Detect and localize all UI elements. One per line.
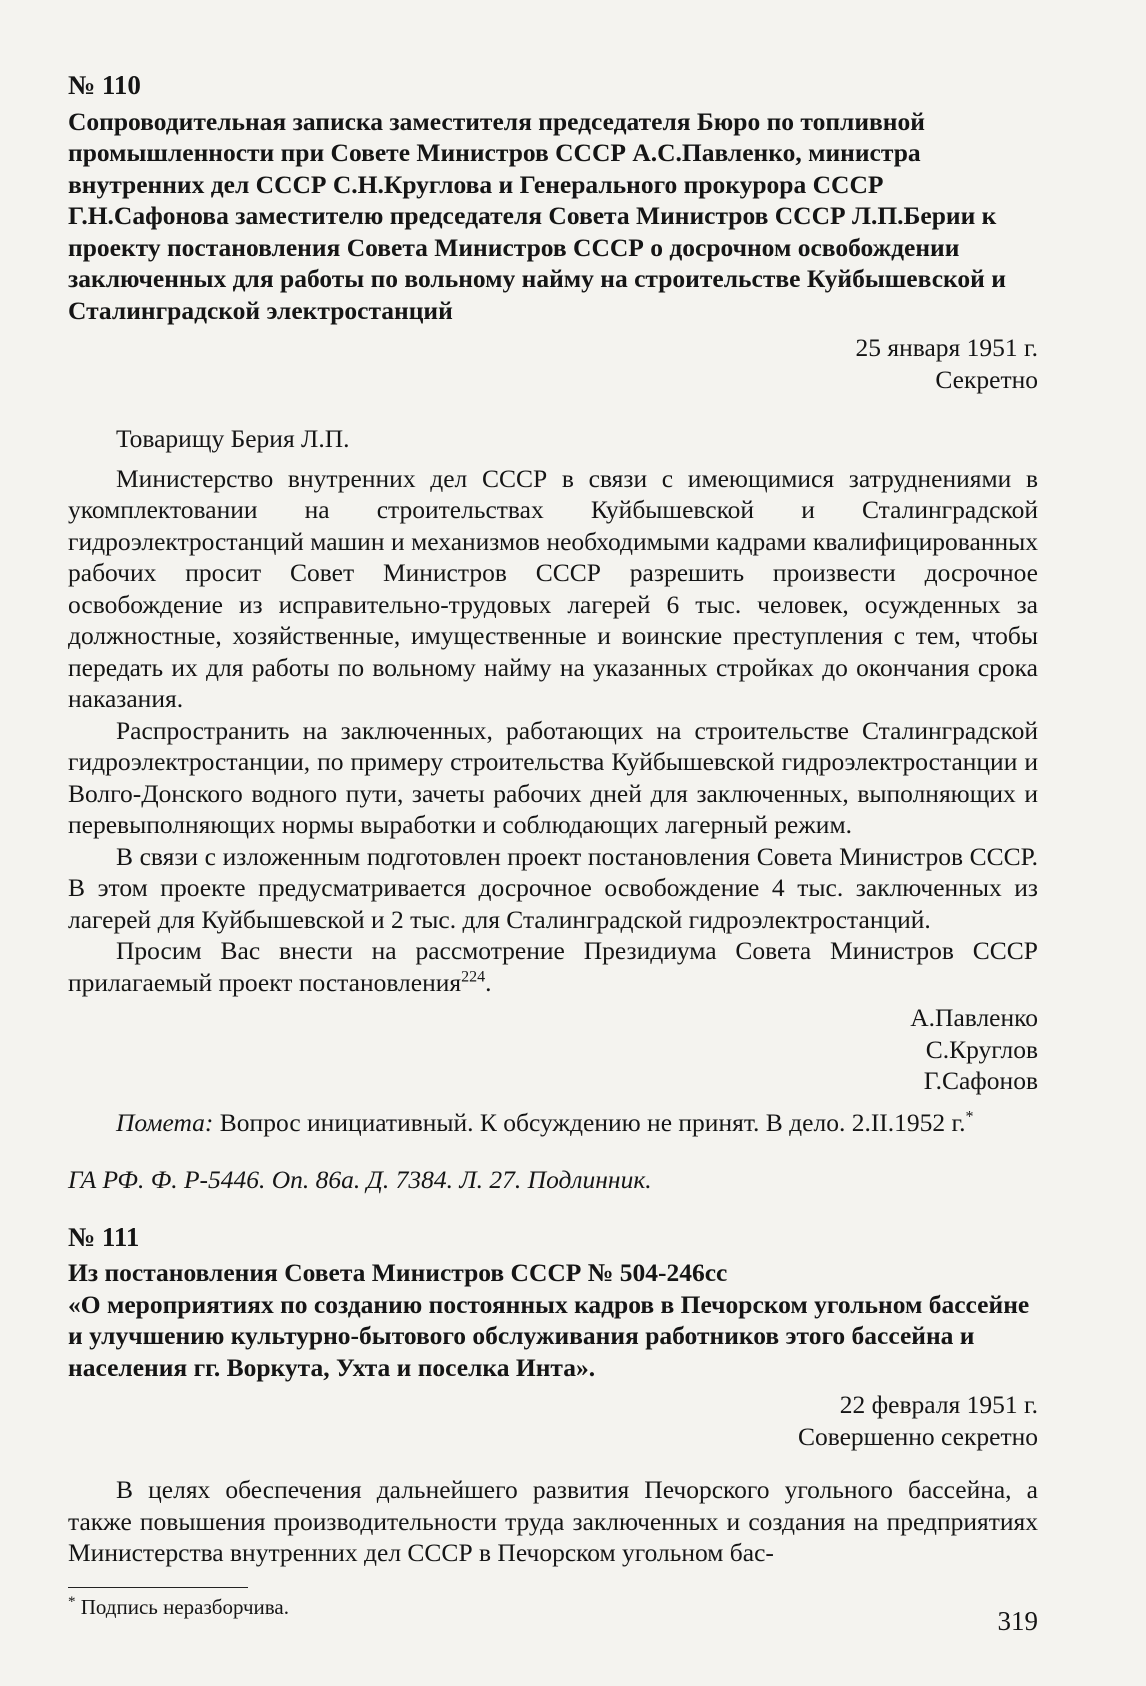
document-number: № 111 [68,1221,140,1252]
page-number: 319 [997,1606,1038,1636]
signature-block [68,1002,1038,1097]
document-title: Сопроводительная записка заместителя председателя Бюро по топливной промышленности при Совете Министров СССР А.С.Павленко, министра внутренних дел СССР С.Н.Круглова и Генерального прокурора СССР Г.Н.Сафонова заместителю председателя Совета Министров СССР Л.П.Берии к проекту постановления Совета Министров СССР о досрочном освобождении заключенных для работы по вольному найму на строительстве Куйбышевской и Сталинградской электростанций [68,106,1006,325]
signature: А.Павленко [910,1003,1038,1032]
document-date: 22 февраля 1951 г. [839,1390,1038,1419]
paragraph: Просим Вас внести на рассмотрение Президиума Совета Министров СССР прилагаемый проект постановления$^{224}$. [68,936,1038,997]
document-number: № 110 [68,70,141,100]
title-line: «О мероприятиях по созданию постоянных кадров в Печорском угольном бассейне и улучшению культурно-бытового обслуживания работников этого бассейна и населения гг. Воркута, Ухта и поселка Инта». [68,1289,1030,1382]
note-label: Помета: [116,1107,214,1137]
note-mark: * [965,1108,974,1125]
paragraph: Распространить на заключенных, работающих на строительстве Сталинградской гидроэлектростанции, по примеру строительства Куйбышевской гидроэлектростанции и Волго-Донского водного пути, зачеты рабочих дней для заключенных, выполняющих и перевыполняющих нормы выработки и соблюдающих лагерный режим. [68,715,1038,839]
archive-reference: ГА РФ. Ф. Р-5446. Оп. 86а. Д. 7384. Л. 27. Подлинник. [68,1165,652,1194]
footnote-divider [68,1587,248,1588]
footnote-text: Подпись неразборчива. [80,1594,289,1619]
note-text: Вопрос инициативный. К обсуждению не принят. В дело. 2.II.1952 г. [219,1107,966,1137]
signature: С.Круглов [925,1034,1038,1064]
document-title [68,1257,1038,1383]
paragraph: Министерство внутренних дел СССР в связи с имеющимися затруднениями в укомплектовании на строительствах Куйбышевской и Сталинградской гидроэлектростанций машин и механизмов необходимыми кадрами квалифицированных рабочих просит Совет Министров СССР разрешить произвести досрочное освобождение из исправительно-трудовых лагерей 6 тыс. человек, осужденных за должностные, хозяйственные, имущественные и воинские преступления с тем, чтобы передать их для работы по вольному найму на указанных стройках до окончания срока наказания. [68,463,1038,713]
footnote-reference: 224 [461,968,486,985]
paragraph-text: Просим Вас внести на рассмотрение Президиума Совета Министров СССР прилагаемый проект постановления [68,936,1038,997]
document-date: 25 января 1951 г. [855,333,1038,362]
footnote [68,1592,1038,1622]
page-content [68,70,1038,1622]
footnote-mark: * [68,1593,76,1610]
classification: Секретно [935,364,1038,394]
paragraph: В целях обеспечения дальнейшего развития Печорского угольного бассейна, а также повышения производительности труда заключенных и создания на предприятиях Министерства внутренних дел СССР в Печорском угольном бас- [68,1475,1038,1567]
title-line: Из постановления Совета Министров СССР № 504-246сс [68,1258,728,1287]
note [68,1107,1038,1139]
signature: Г.Сафонов [923,1066,1038,1095]
classification: Совершенно секретно [797,1421,1038,1451]
salutation: Товарищу Берия Л.П. [116,424,350,453]
paragraph: В связи с изложенным подготовлен проект постановления Совета Министров СССР. В этом проекте предусматривается досрочное освобождение 4 тыс. заключенных из лагерей для Куйбышевской и 2 тыс. для Сталинградской гидроэлектростанций. [68,841,1038,934]
